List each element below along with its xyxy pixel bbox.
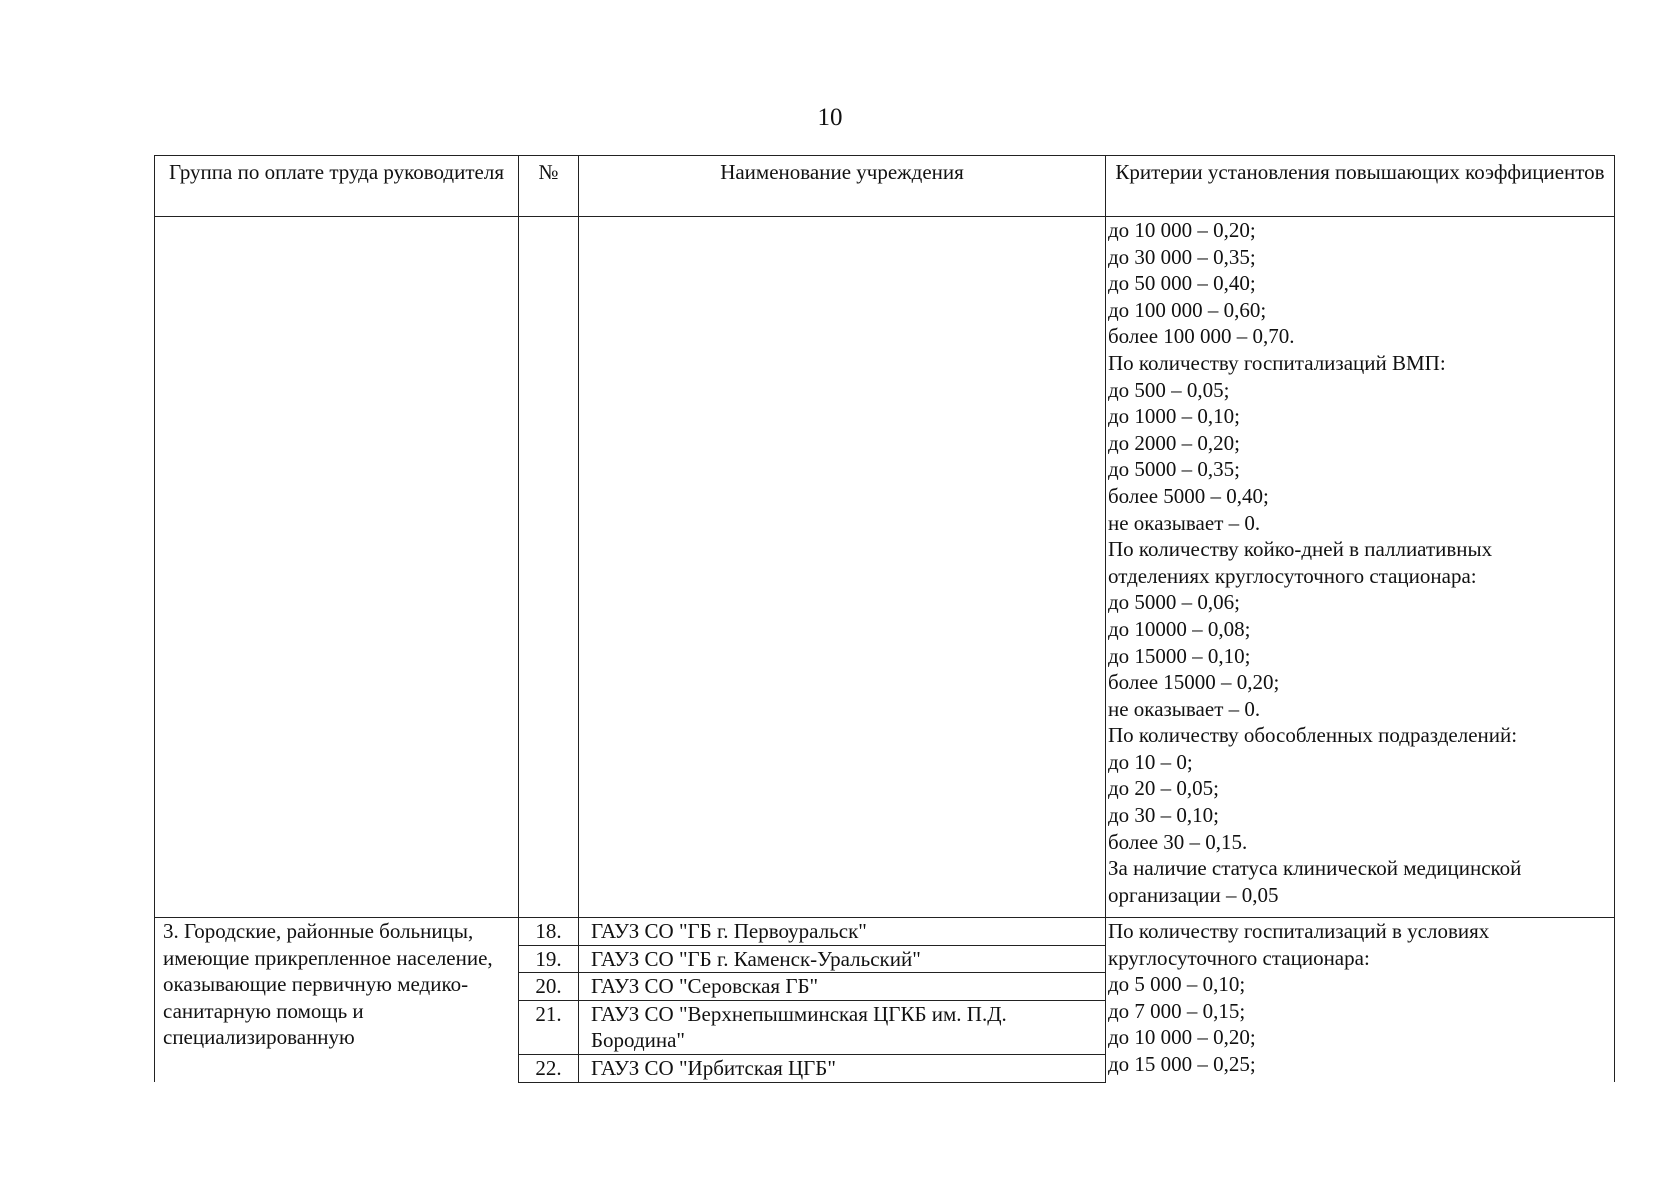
criteria-line: до 10 – 0;	[1108, 749, 1193, 774]
criteria-line: За наличие статуса клинической медицинской	[1108, 856, 1522, 881]
criteria-line: По количеству койко-дней в паллиативных	[1108, 537, 1493, 562]
criteria-line: до 30 – 0,10;	[1108, 803, 1220, 828]
row-name: ГАУЗ СО "Серовская ГБ"	[579, 973, 1106, 1001]
group-3-criteria	[1106, 918, 1615, 1083]
criteria-line: до 10 000 – 0,20;	[1108, 1025, 1256, 1050]
row-name: ГАУЗ СО "Верхнепышминская ЦГКБ им. П.Д. Бородина"	[579, 1000, 1106, 1054]
group-3-label: 3. Городские, районные больницы, имеющие прикрепленное население, оказывающие первичную медико-санитарную помощь и специализированную	[155, 918, 519, 1083]
row-num: 20.	[519, 973, 579, 1001]
table-header-row	[155, 156, 1615, 217]
criteria-line: до 15000 – 0,10;	[1108, 643, 1251, 668]
criteria-line: до 20 – 0,05;	[1108, 776, 1220, 801]
criteria-line: до 5 000 – 0,10;	[1108, 972, 1246, 997]
row-num: 21.	[519, 1000, 579, 1054]
criteria-line: По количеству госпитализаций в условиях	[1108, 919, 1490, 943]
criteria-line: до 2000 – 0,20;	[1108, 430, 1241, 455]
criteria-line: По количеству госпитализаций ВМП:	[1108, 350, 1446, 375]
criteria-line: до 1000 – 0,10;	[1108, 404, 1241, 429]
criteria-line: до 5000 – 0,06;	[1108, 590, 1241, 615]
criteria-line: более 5000 – 0,40;	[1108, 483, 1269, 508]
row-name: ГАУЗ СО "ГБ г. Каменск-Уральский"	[579, 945, 1106, 973]
header-criteria: Критерии установления повышающих коэффициентов	[1106, 156, 1615, 217]
criteria-line: организации – 0,05	[1108, 882, 1279, 907]
row-num: 22.	[519, 1054, 579, 1082]
criteria-line: более 30 – 0,15.	[1108, 829, 1248, 854]
criteria-line: до 30 000 – 0,35;	[1108, 244, 1256, 269]
criteria-line: более 15000 – 0,20;	[1108, 670, 1280, 695]
continued-group-cell	[155, 217, 519, 918]
criteria-line: отделениях круглосуточного стационара:	[1108, 563, 1477, 588]
criteria-line: не оказывает – 0.	[1108, 696, 1261, 721]
criteria-line: более 100 000 – 0,70.	[1108, 324, 1295, 349]
header-group: Группа по оплате труда руководителя	[155, 156, 519, 217]
row-num: 18.	[519, 918, 579, 946]
institutions-table	[154, 155, 1615, 1083]
criteria-line: до 15 000 – 0,25;	[1108, 1051, 1256, 1076]
continued-row	[155, 217, 1615, 918]
continued-name-cell	[579, 217, 1106, 918]
criteria-line: до 5000 – 0,35;	[1108, 457, 1241, 482]
continued-num-cell	[519, 217, 579, 918]
criteria-line: круглосуточного стационара:	[1108, 945, 1370, 970]
criteria-line: до 500 – 0,05;	[1108, 377, 1230, 402]
criteria-line: не оказывает – 0.	[1108, 510, 1261, 535]
criteria-line: до 10000 – 0,08;	[1108, 616, 1251, 641]
criteria-line: до 50 000 – 0,40;	[1108, 271, 1256, 296]
criteria-line: По количеству обособленных подразделений:	[1108, 723, 1518, 748]
row-num: 19.	[519, 945, 579, 973]
header-name: Наименование учреждения	[579, 156, 1106, 217]
page-number: 10	[817, 104, 843, 131]
criteria-line: до 10 000 – 0,20;	[1108, 218, 1256, 242]
table-row	[155, 918, 1615, 946]
criteria-line: до 7 000 – 0,15;	[1108, 998, 1246, 1023]
row-name: ГАУЗ СО "ГБ г. Первоуральск"	[579, 918, 1106, 946]
header-num: №	[519, 156, 579, 217]
criteria-line: до 100 000 – 0,60;	[1108, 297, 1267, 322]
continued-criteria-cell	[1106, 217, 1615, 918]
row-name: ГАУЗ СО "Ирбитская ЦГБ"	[579, 1054, 1106, 1082]
